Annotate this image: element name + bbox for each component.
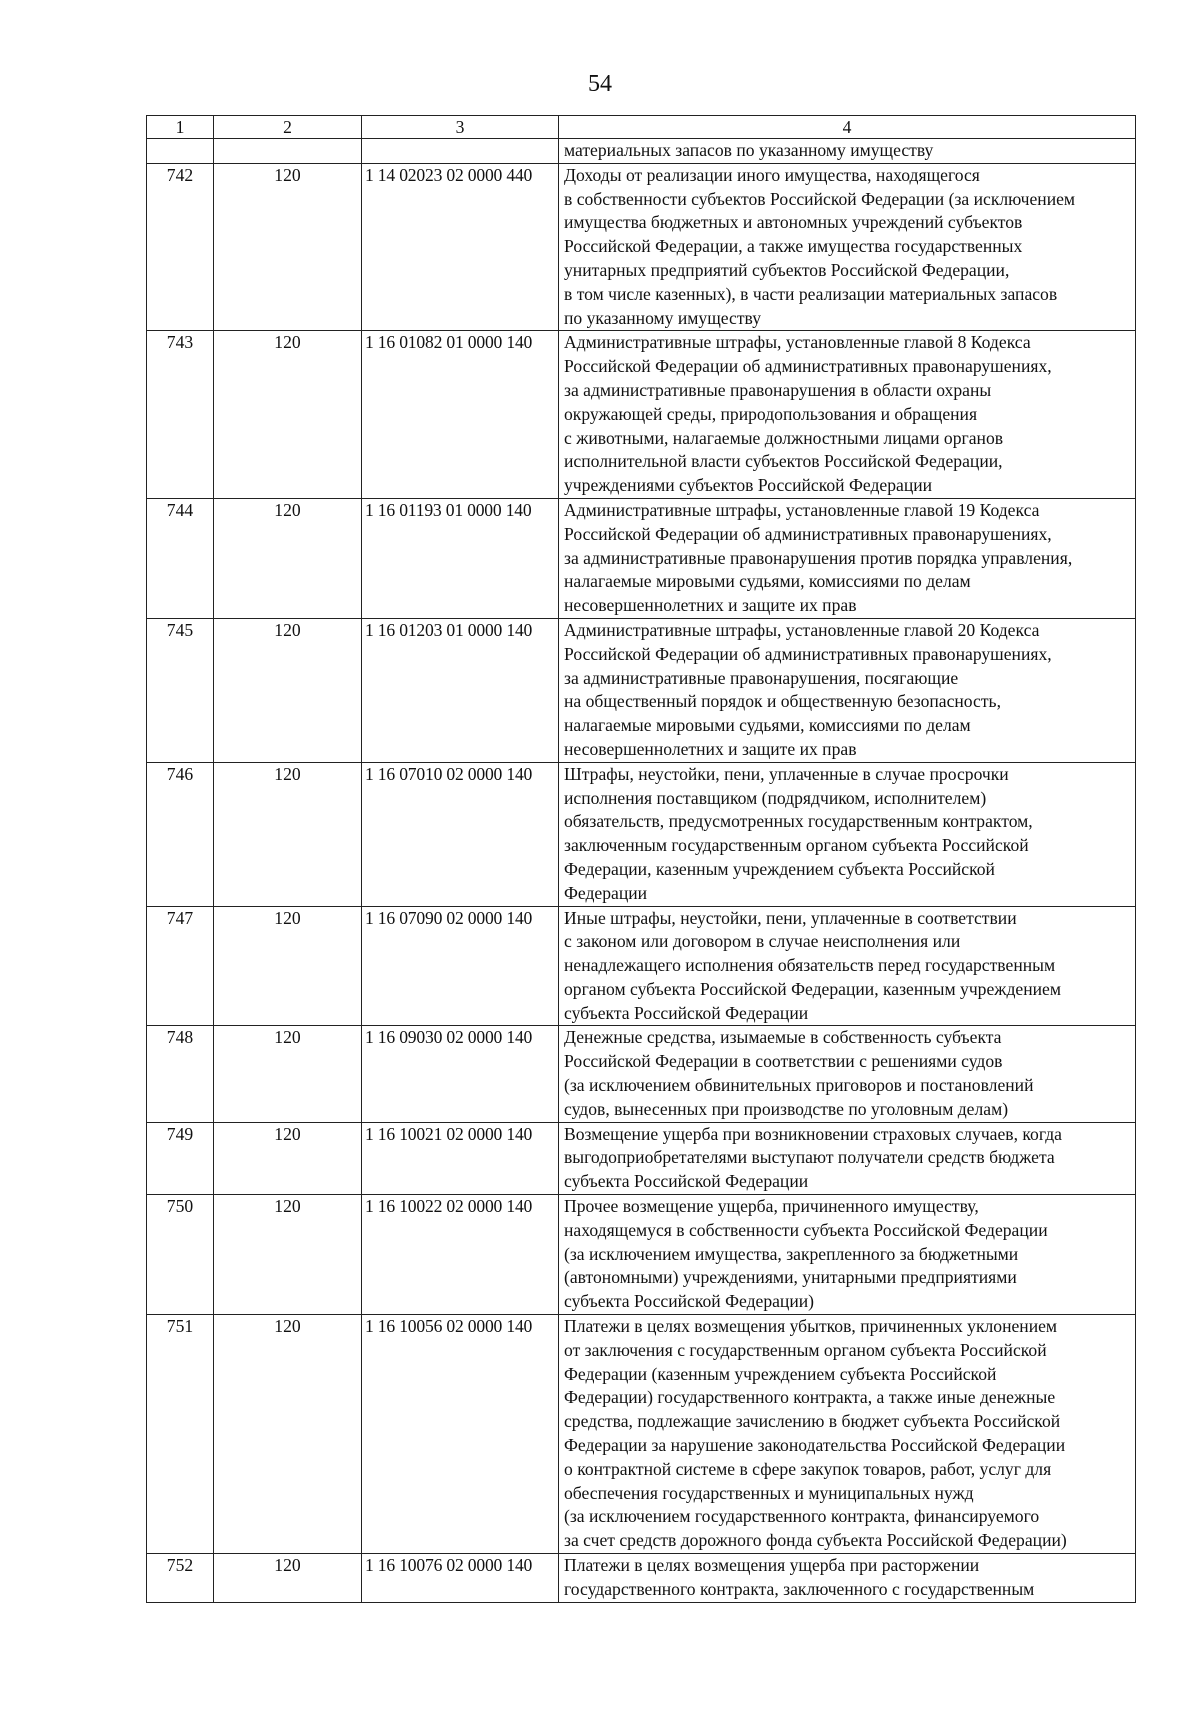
- description-line: имущества бюджетных и автономных учреждений субъектов: [564, 212, 1023, 233]
- admin-code: 120: [214, 1554, 362, 1603]
- revenue-codes-table: [146, 115, 1136, 1603]
- table-row: [147, 1195, 1136, 1315]
- description-line: унитарных предприятий субъектов Российской Федерации,: [564, 259, 1010, 280]
- description-line: субъекта Российской Федерации: [564, 1002, 809, 1023]
- admin-code: 120: [214, 1195, 362, 1315]
- revenue-description: [559, 163, 1136, 331]
- description-line: материальных запасов по указанному имуществу: [564, 140, 934, 160]
- description-line: судов, вынесенных при производстве по уголовным делам): [564, 1098, 1009, 1119]
- description-line: заключенным государственным органом субъекта Российской: [564, 835, 1029, 856]
- revenue-description: [559, 618, 1136, 762]
- budget-classification-code: [362, 139, 559, 164]
- budget-classification-code: 1 16 07090 02 0000 140: [362, 906, 559, 1026]
- description-line: Иные штрафы, неустойки, пени, уплаченные в соответствии: [564, 907, 1017, 928]
- description-line: учреждениями субъектов Российской Федерации: [564, 475, 933, 496]
- description-line: за административные правонарушения, посягающие: [564, 667, 959, 688]
- description-line: окружающей среды, природопользования и обращения: [564, 403, 978, 424]
- description-line: несовершеннолетних и защите их прав: [564, 738, 857, 759]
- description-line: налагаемые мировыми судьями, комиссиями по делам: [564, 715, 971, 736]
- revenue-description: [559, 331, 1136, 499]
- header-col-3: 3: [362, 116, 559, 139]
- revenue-description: [559, 1026, 1136, 1122]
- description-line: Федерации за нарушение законодательства Российской Федерации: [564, 1435, 1066, 1456]
- header-col-1: 1: [147, 116, 214, 139]
- admin-code: 120: [214, 331, 362, 499]
- budget-classification-code: 1 16 01082 01 0000 140: [362, 331, 559, 499]
- description-line: налагаемые мировыми судьями, комиссиями по делам: [564, 571, 971, 592]
- table-header-row: [147, 116, 1136, 139]
- row-number: 745: [147, 618, 214, 762]
- table-row: [147, 163, 1136, 331]
- description-line: Административные штрафы, установленные главой 8 Кодекса: [564, 332, 1031, 353]
- description-line: субъекта Российской Федерации): [564, 1291, 815, 1312]
- description-line: (за исключением государственного контракта, финансируемого: [564, 1506, 1040, 1527]
- revenue-description: [559, 762, 1136, 906]
- table-row: [147, 1554, 1136, 1603]
- row-number: 747: [147, 906, 214, 1026]
- description-line: Платежи в целях возмещения убытков, причиненных уклонением: [564, 1316, 1058, 1337]
- description-line: (автономными) учреждениями, унитарными предприятиями: [564, 1267, 1017, 1288]
- description-line: с законом или договором в случае неисполнения или: [564, 931, 961, 952]
- revenue-description: [559, 139, 1136, 164]
- budget-classification-code: 1 16 10056 02 0000 140: [362, 1315, 559, 1554]
- description-line: средства, подлежащие зачислению в бюджет субъекта Российской: [564, 1411, 1061, 1432]
- revenue-description: [559, 1554, 1136, 1603]
- table-row: [147, 1315, 1136, 1554]
- row-number: 746: [147, 762, 214, 906]
- description-line: несовершеннолетних и защите их прав: [564, 595, 857, 616]
- row-number: 749: [147, 1122, 214, 1194]
- description-line: исполнения поставщиком (подрядчиком, исполнителем): [564, 787, 987, 808]
- budget-classification-code: 1 16 01203 01 0000 140: [362, 618, 559, 762]
- row-number: 750: [147, 1195, 214, 1315]
- table-body: [147, 116, 1136, 1603]
- description-line: Федерации: [564, 882, 648, 903]
- description-line: субъекта Российской Федерации: [564, 1171, 809, 1192]
- header-col-4: 4: [559, 116, 1136, 139]
- revenue-description: [559, 1195, 1136, 1315]
- table-row: [147, 498, 1136, 618]
- revenue-description: [559, 498, 1136, 618]
- description-line: Российской Федерации об административных правонарушениях,: [564, 356, 1052, 377]
- description-line: Прочее возмещение ущерба, причиненного имуществу,: [564, 1196, 979, 1217]
- description-line: выгодоприобретателями выступают получатели средств бюджета: [564, 1147, 1055, 1168]
- row-number: 748: [147, 1026, 214, 1122]
- admin-code: 120: [214, 163, 362, 331]
- description-line: за счет средств дорожного фонда субъекта Российской Федерации): [564, 1530, 1067, 1551]
- admin-code: 120: [214, 1026, 362, 1122]
- description-line: (за исключением обвинительных приговоров и постановлений: [564, 1075, 1034, 1096]
- row-number: 742: [147, 163, 214, 331]
- description-line: за административные правонарушения против порядка управления,: [564, 547, 1073, 568]
- description-line: Возмещение ущерба при возникновении страховых случаев, когда: [564, 1123, 1062, 1144]
- description-line: по указанному имуществу: [564, 307, 762, 328]
- description-line: Доходы от реализации иного имущества, находящегося: [564, 164, 980, 185]
- description-line: Федерации) государственного контракта, а также иные денежные: [564, 1387, 1056, 1408]
- description-line: исполнительной власти субъектов Российской Федерации,: [564, 451, 1003, 472]
- description-line: находящемуся в собственности субъекта Российской Федерации: [564, 1219, 1048, 1240]
- description-line: ненадлежащего исполнения обязательств перед государственным: [564, 955, 1056, 976]
- description-line: в том числе казенных), в части реализации материальных запасов: [564, 283, 1058, 304]
- description-line: обязательств, предусмотренных государственным контрактом,: [564, 811, 1033, 832]
- revenue-description: [559, 906, 1136, 1026]
- description-line: на общественный порядок и общественную безопасность,: [564, 691, 1001, 712]
- header-col-2: 2: [214, 116, 362, 139]
- admin-code: 120: [214, 762, 362, 906]
- description-line: от заключения с государственным органом субъекта Российской: [564, 1339, 1047, 1360]
- revenue-description: [559, 1315, 1136, 1554]
- table-row: [147, 618, 1136, 762]
- description-line: Российской Федерации в соответствии с решениями судов: [564, 1051, 1003, 1072]
- description-line: Платежи в целях возмещения ущерба при расторжении: [564, 1555, 980, 1576]
- description-line: (за исключением имущества, закрепленного за бюджетными: [564, 1243, 1019, 1264]
- admin-code: 120: [214, 498, 362, 618]
- description-line: Административные штрафы, установленные главой 20 Кодекса: [564, 619, 1040, 640]
- description-line: Федерации, казенным учреждением субъекта Российской: [564, 858, 995, 879]
- admin-code: 120: [214, 1122, 362, 1194]
- description-line: Российской Федерации, а также имущества государственных: [564, 236, 1023, 257]
- budget-classification-code: 1 16 10022 02 0000 140: [362, 1195, 559, 1315]
- table-row: [147, 1122, 1136, 1194]
- description-line: с животными, налагаемые должностными лицами органов: [564, 427, 1004, 448]
- table-row: [147, 906, 1136, 1026]
- admin-code: [214, 139, 362, 164]
- description-line: Российской Федерации об административных правонарушениях,: [564, 523, 1052, 544]
- description-line: государственного контракта, заключенного с государственным: [564, 1578, 1035, 1599]
- row-number: 743: [147, 331, 214, 499]
- row-number: 751: [147, 1315, 214, 1554]
- description-line: о контрактной системе в сфере закупок товаров, работ, услуг для: [564, 1458, 1052, 1479]
- table-row: [147, 1026, 1136, 1122]
- budget-classification-code: 1 16 07010 02 0000 140: [362, 762, 559, 906]
- admin-code: 120: [214, 618, 362, 762]
- description-line: Административные штрафы, установленные главой 19 Кодекса: [564, 499, 1040, 520]
- description-line: Денежные средства, изымаемые в собственность субъекта: [564, 1027, 1002, 1048]
- description-line: Штрафы, неустойки, пени, уплаченные в случае просрочки: [564, 763, 1009, 784]
- description-line: Российской Федерации об административных правонарушениях,: [564, 643, 1052, 664]
- row-number: [147, 139, 214, 164]
- admin-code: 120: [214, 906, 362, 1026]
- budget-classification-code: 1 16 10021 02 0000 140: [362, 1122, 559, 1194]
- admin-code: 120: [214, 1315, 362, 1554]
- table-row: [147, 139, 1136, 164]
- description-line: за административные правонарушения в области охраны: [564, 379, 992, 400]
- description-line: в собственности субъектов Российской Федерации (за исключением: [564, 188, 1076, 209]
- page-number: 54: [588, 71, 612, 97]
- revenue-description: [559, 1122, 1136, 1194]
- description-line: обеспечения государственных и муниципальных нужд: [564, 1482, 974, 1503]
- table-row: [147, 331, 1136, 499]
- description-line: Федерации (казенным учреждением субъекта Российской: [564, 1363, 997, 1384]
- table-row: [147, 762, 1136, 906]
- row-number: 752: [147, 1554, 214, 1603]
- budget-classification-code: 1 16 10076 02 0000 140: [362, 1554, 559, 1603]
- budget-classification-code: 1 16 09030 02 0000 140: [362, 1026, 559, 1122]
- budget-classification-code: 1 16 01193 01 0000 140: [362, 498, 559, 618]
- description-line: органом субъекта Российской Федерации, казенным учреждением: [564, 978, 1061, 999]
- row-number: 744: [147, 498, 214, 618]
- budget-classification-code: 1 14 02023 02 0000 440: [362, 163, 559, 331]
